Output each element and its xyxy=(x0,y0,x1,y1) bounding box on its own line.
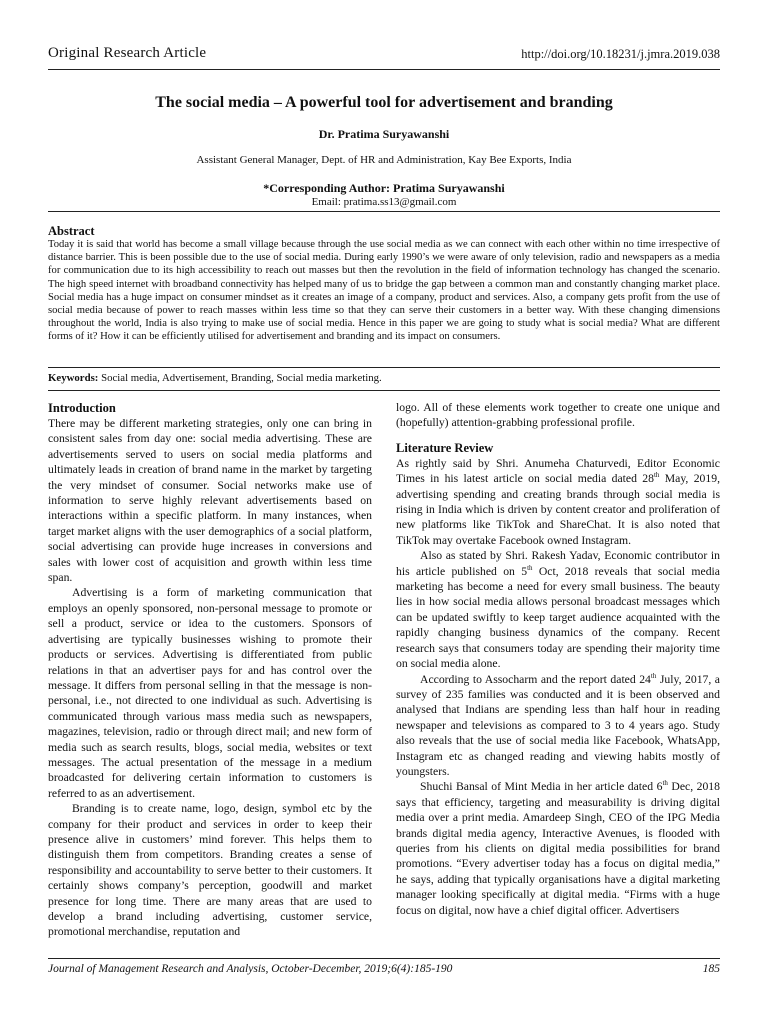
lit-paragraph-2: Also as stated by Shri. Rakesh Yadav, Economic contributor in his article published on 5th Oct, 2018 reveals that social media marketing has become a need for every small business. The beauty lies in how social media allows personal broadcast messages which can be updated swiftly to keep target audience acquainted with the rapidly changing business dynamics of the company. Recent research says that consumers today are spending their majority time on social media alone. xyxy=(396,549,720,671)
intro-paragraph-3-continued: logo. All of these elements work together to create one unique and (hopefully) attention-grabbing professional profile. xyxy=(396,401,720,430)
keywords-divider xyxy=(48,390,720,391)
lit-paragraph-3: According to Assocharm and the report dated 24th July, 2017, a survey of 235 families was conducted and it is been observed and analysed that Indians are spending less than half hour in reading newspaper and televisions as compared to 3 to 4 years ago. Study also reveals that the use of social media like Facebook, WhatsApp, Instagram etc as changed reading and viewing habits mostly of youngsters. xyxy=(396,671,720,778)
abstract-divider-bottom xyxy=(48,367,720,368)
author-affiliation: Assistant General Manager, Dept. of HR and Administration, Kay Bee Exports, India xyxy=(196,154,572,166)
abstract-divider-top xyxy=(48,211,720,212)
intro-paragraph-2: Advertising is a form of marketing communication that employs an openly sponsored, non-personal message to promote or sell a product, service or idea to the customers. Sponsors of advertising are typically businesses wishing to promote their products or services. Advertising is differentiated from public relations in that an advertiser pays for and has control over the message. It differs from personal selling in that the message is non-personal, i.e., not directed to one individual as such. Advertising is communicated through various mass media such as newspapers, magazines, television, radio or through direct mail; and new form of media such as search results, blogs, social media, websites or text messages. The actual presentation of the message in a medium broadcasted for delivering certain information to customers is referred to as an advertisement. xyxy=(48,586,372,800)
corresponding-author: *Corresponding Author: Pratima Suryawanshi xyxy=(263,181,505,195)
lit-paragraph-1: As rightly said by Shri. Anumeha Chaturvedi, Editor Economic Times in his latest article on social media dated 28th May, 2019, advertising spending and creating brands through social media is rising in India which is driven by content creator and proliferation of new platforms like TikTok and ShareChat. It is also noted that TikTok may overtake Facebook owned Instagram. xyxy=(396,456,720,547)
keywords-text: Social media, Advertisement, Branding, Social media marketing. xyxy=(101,372,382,384)
left-column xyxy=(48,400,372,940)
introduction-heading: Introduction xyxy=(48,401,116,415)
page-footer xyxy=(48,963,720,975)
page-number: 185 xyxy=(702,963,720,975)
doi-link[interactable]: http://doi.org/10.18231/j.jmra.2019.038 xyxy=(521,47,720,61)
lit-paragraph-4: Shuchi Bansal of Mint Media in her article dated 6th Dec, 2018 says that efficiency, targeting and measurability is driving digital media over a print media. Amardeep Singh, CEO of the IPG Media brands digital media agency, Interactive Avenues, is flooded with queries from his clients on digital media possibilities for brand promotions. “Every advertiser today has a focus on digital media,” he says, adding that typically organisations have a digital marketing manager looking specifically at digital media. “Firms with a huge focus on digital, now have a chief digital officer. Advertisers xyxy=(396,779,720,917)
literature-review-heading: Literature Review xyxy=(396,440,494,455)
abstract-text: Today it is said that world has become a small village because through the use social media as we can connect with each other within no time irrespective of distance barrier. This is been possible due to the use of social media. During early 1990’s we were aware of only television, radio and newspapers as a media for communication due to its high accessibility to reach out masses but then the revolution in the field of information technology has changed the scenario. The high speed internet with broadband connectivity has helped many of us to bridge the gap between a common man and constantly changing market place. Social media has a huge impact on consumer mindset as it creates an image of a company, product and services. Also, a company gets profit from the use of social media because of power to reach masses within less time so that they can serve their customers in a better way. With these changing dimensions throughout the world, India is also trying to make use of social media. Hence in this paper we are going to study what is social media? What are different forms of it? How it can be efficiently utilised for advertisement and branding and its impact on consumers. xyxy=(48,239,720,343)
abstract-heading: Abstract xyxy=(48,224,95,238)
author-name: Dr. Pratima Suryawanshi xyxy=(318,127,450,141)
right-column xyxy=(396,400,720,918)
intro-paragraph-1: There may be different marketing strategies, only one can bring in consistent sales from day one: social media advertising. These are advertisements served to users on social media platforms and ultimately leads in creation of brand name in the market by targeting the very mindset of consumer. Social networks make use of information to serve highly relevant advertisements based on interactions within a specific platform. In many instances, when target market aligns with the user demographics of a social platform, social advertising can provide huge increases in conversions and sales with lower cost of acquisition and growth within less time span. xyxy=(48,417,372,585)
journal-citation: Journal of Management Research and Analysis, October-December, 2019;6(4):185-190 xyxy=(48,963,453,975)
author-email[interactable]: Email: pratima.ss13@gmail.com xyxy=(311,196,457,208)
footer-divider xyxy=(48,958,720,959)
article-type: Original Research Article xyxy=(48,45,207,61)
keywords xyxy=(48,372,720,384)
article-title: The social media – A powerful tool for advertisement and branding xyxy=(155,94,613,111)
intro-paragraph-3: Branding is to create name, logo, design, symbol etc by the company for their product and services in order to keep their presence alive in customers’ mind forever. This helps them to distinguish them from competitors. Branding creates a sense of responsibility and accountability to serve better to their customers. It certainly shows company’s perception, goodwill and market presence for long time. There are many areas that are used to develop a brand including advertising, customer service, promotional merchandise, reputation and xyxy=(48,802,372,939)
keywords-label: Keywords: xyxy=(48,372,99,384)
header-divider xyxy=(48,69,720,70)
page-header xyxy=(48,45,720,67)
